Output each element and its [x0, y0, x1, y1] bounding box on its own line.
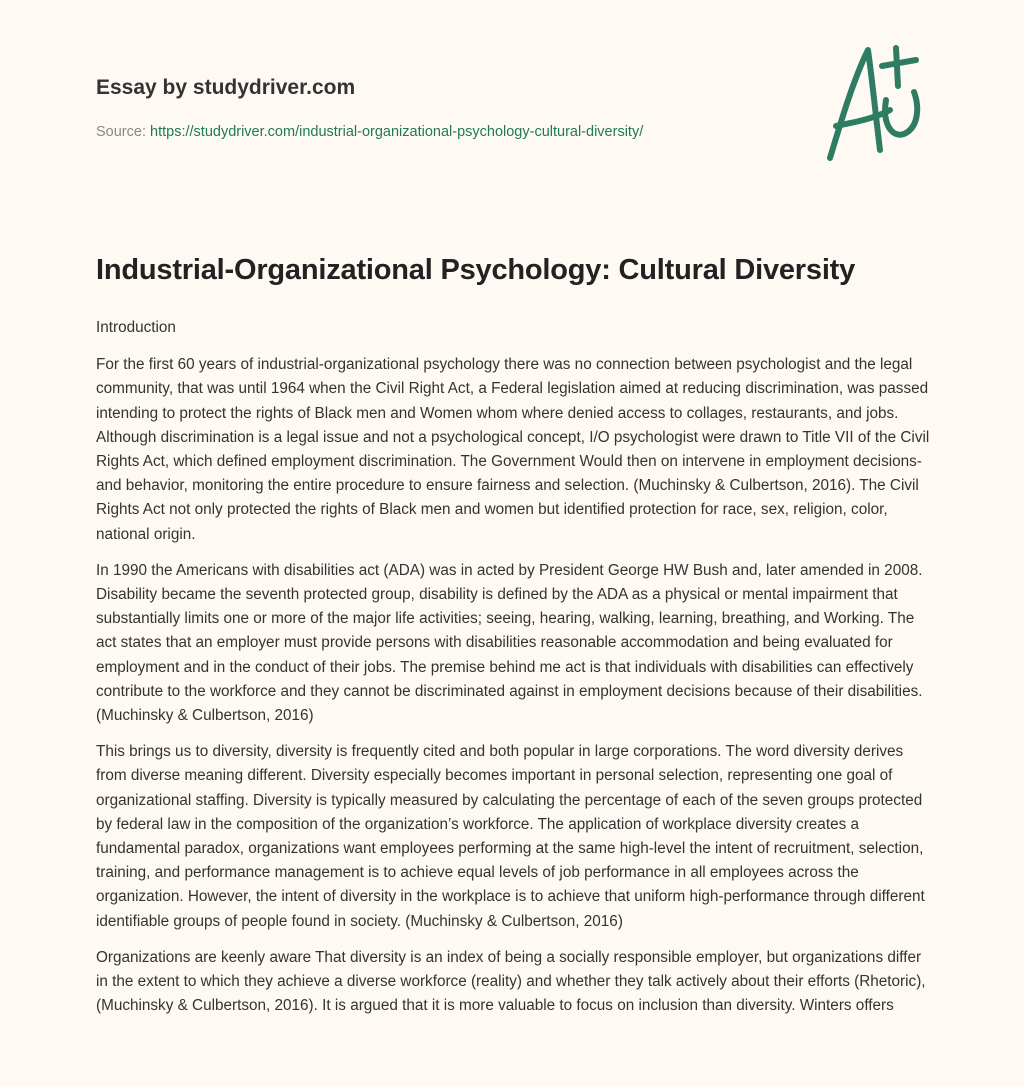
source-line — [96, 124, 643, 140]
paragraph: In 1990 the Americans with disabilities act (ADA) was in acted by President George HW Bush and, later amended in 2008. Disability became the seventh protected group, disability is defined by the ADA as a physical or mental impairment that substantially limits one or more of the major life activities; seeing, hearing, walking, learning, breathing, and Working. The act states that an employer must provide persons with disabilities reasonable accommodation and being evaluated for employment and in the conduct of their jobs. The premise behind me act is that individuals with disabilities can effectively contribute to the workforce and they cannot be discriminated against in employment decisions because of their disabilities. (Muchinsky & Culbertson, 2016) — [96, 561, 923, 725]
paragraph: This brings us to diversity, diversity is frequently cited and both popular in large corporations. The word diversity derives from diverse meaning different. Diversity especially becomes important in personal selection, representing one goal of organizational staffing. Diversity is typically measured by calculating the percentage of each of the seven groups protected by federal law in the composition of the organization’s workforce. The application of workplace diversity creates a fundamental paradox, organizations want employees performing at the same high-level the intent of recruitment, selection, training, and performance management is to achieve equal levels of job performance in all employees across the organization. However, the intent of diversity in the workplace is to achieve that uniform high-performance through different identifiable groups of people found in society. (Muchinsky & Culbertson, 2016) — [96, 743, 925, 930]
source-link[interactable]: https://studydriver.com/industrial-organizational-psychology-cultural-diversity/ — [150, 124, 644, 140]
site-title: Essay by studydriver.com — [96, 76, 356, 99]
source-label: Source: — [96, 124, 146, 140]
paragraph: For the first 60 years of industrial-organizational psychology there was no connection between psychologist and the legal community, that was until 1964 when the Civil Right Act, a Federal legislation aimed at reducing discrimination, was passed intending to protect the rights of Black men and Women whom where denied access to collages, restaurants, and jobs. Although discrimination is a legal issue and not a psychological concept, I/O psychologist were drawn to Title VII of the Civil Rights Act, which defined employment discrimination. The Government Would then on intervene in employment decisions-and behavior, monitoring the entire procedure to ensure fairness and selection. (Muchinsky & Culbertson, 2016). The Civil Rights Act not only protected the rights of Black men and women but identified protection for race, sex, religion, color, national origin. — [96, 356, 930, 543]
paragraph: Organizations are keenly aware That diversity is an index of being a socially responsible employer, but organizations differ in the extent to which they achieve a diverse workforce (reality) and whether they talk actively about their efforts (Rhetoric), (Muchinsky & Culbertson, 2016). It is argued that it is more valuable to focus on inclusion than diversity. Winters offers — [96, 948, 926, 1015]
article-body — [96, 316, 932, 1030]
a-plus-logo-icon — [820, 38, 930, 166]
section-heading: Introduction — [96, 319, 176, 336]
article-title: Industrial-Organizational Psychology: Cultural Diversity — [96, 254, 856, 286]
